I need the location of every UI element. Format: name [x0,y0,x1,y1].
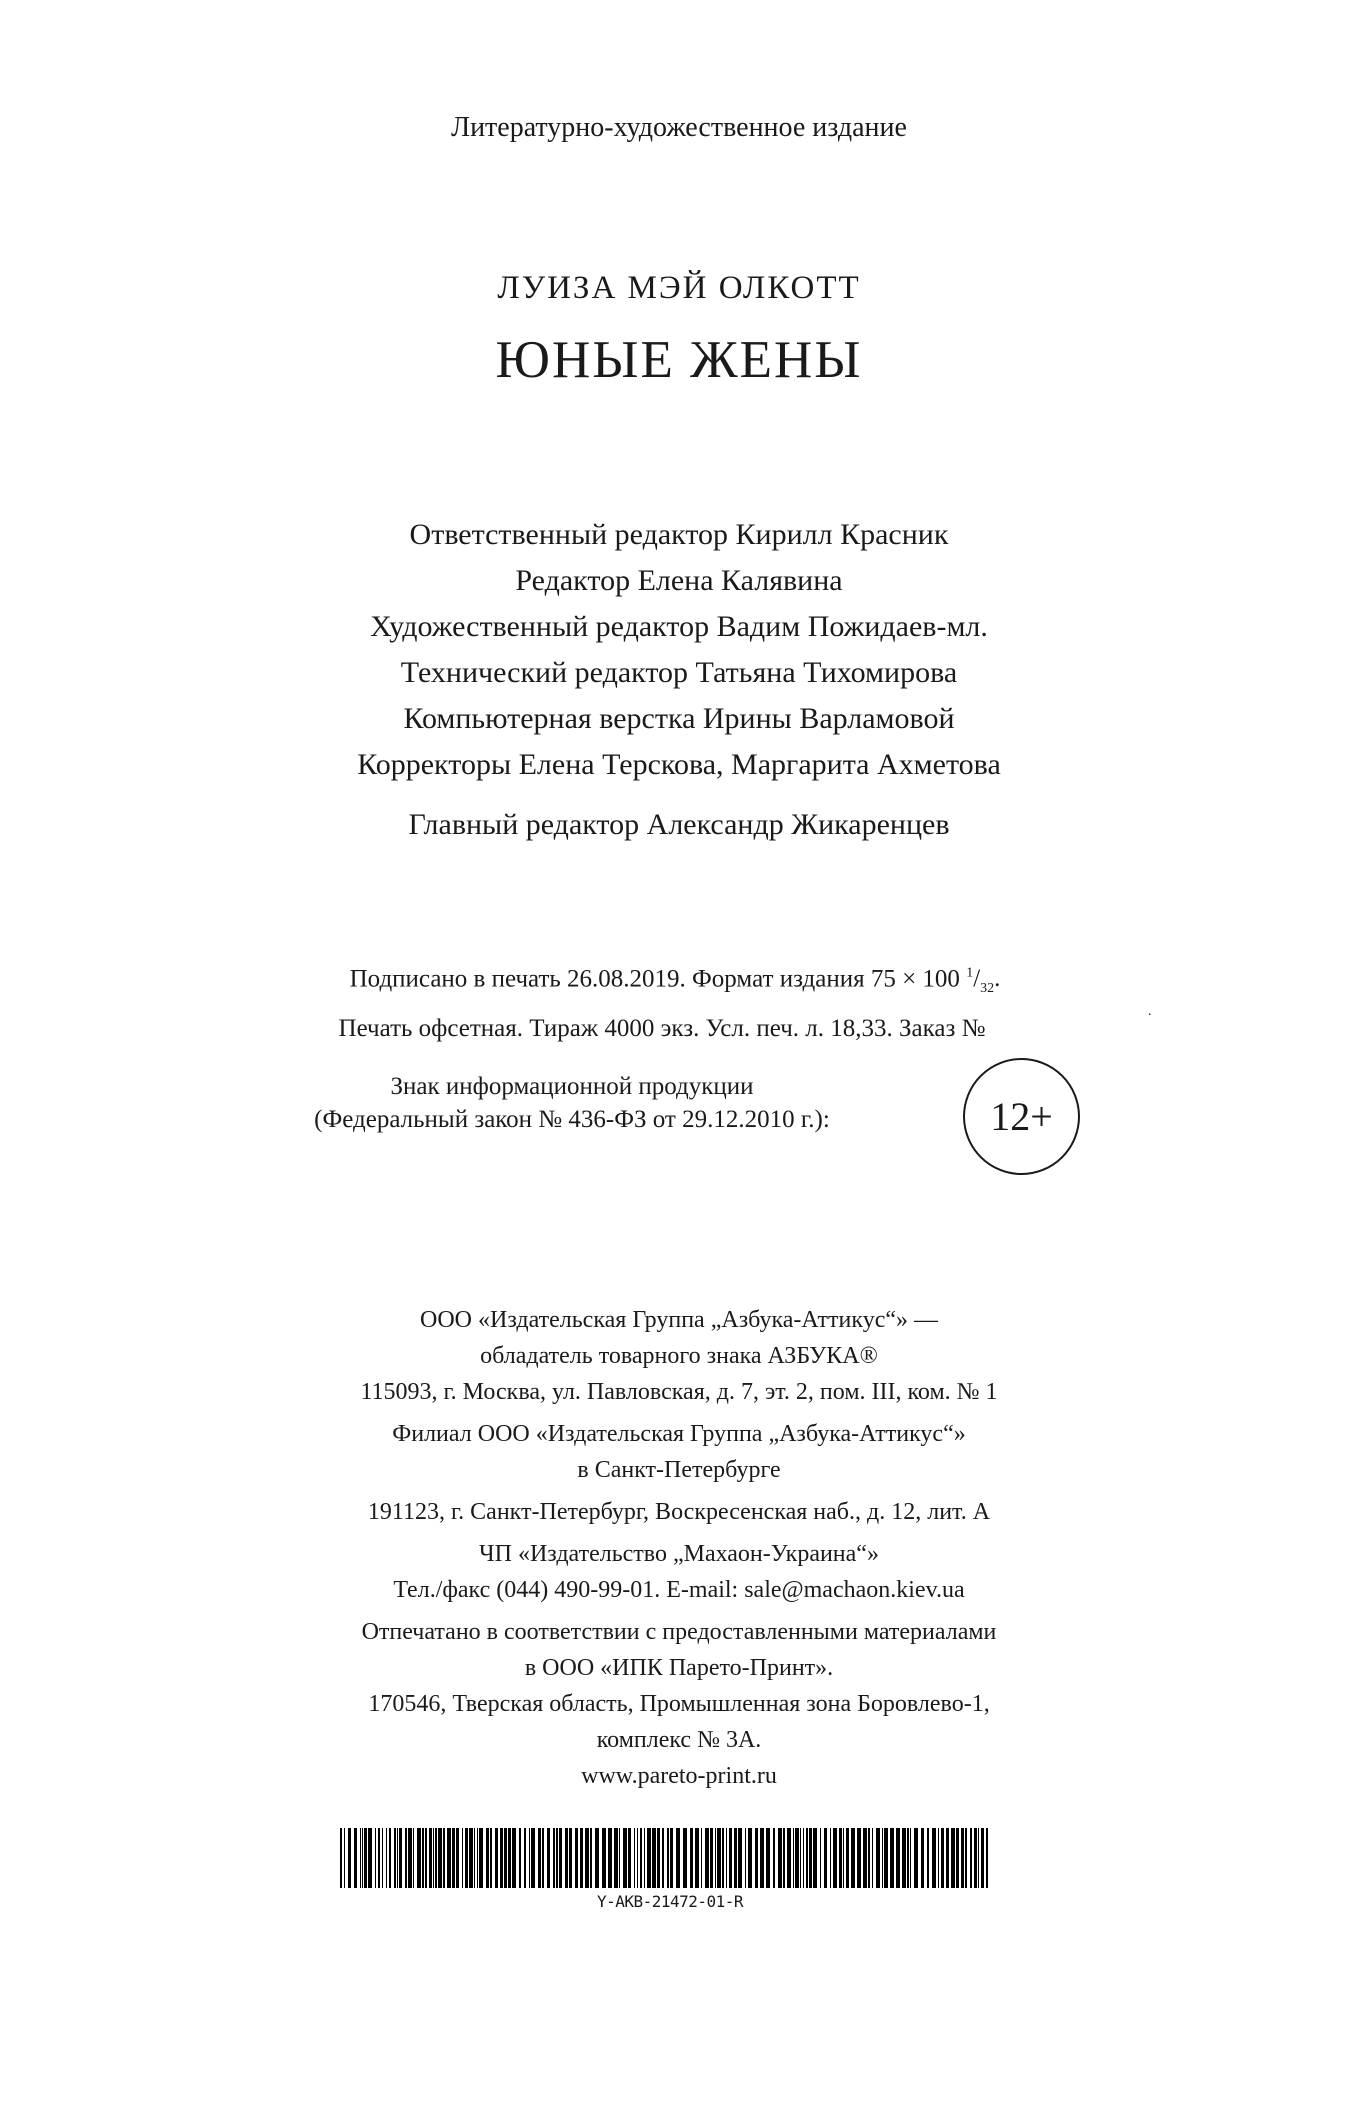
barcode-bar [667,1828,669,1888]
publisher-line: Отпечатано в соответствии с предоставленными материалами [361,1619,997,1645]
barcode-bar [839,1828,842,1888]
barcode-bar [890,1828,894,1888]
barcode-bar [559,1828,562,1888]
barcode-bar [368,1828,372,1888]
info-sign-line-1: Знак информационной продукции [390,1073,754,1100]
credit-line: Редактор Елена Калявина [515,564,843,597]
barcode-bar [644,1828,645,1888]
publisher-line: Филиал ООО «Издательская Группа „Азбука-Аттикус“» [392,1421,966,1447]
barcode-bar [531,1828,535,1888]
barcode-bar [710,1828,713,1888]
credit-line: Компьютерная верстка Ирины Варламовой [403,702,955,735]
barcode-bar [657,1828,660,1888]
barcode-bar [529,1828,530,1888]
title-text: ЮНЫЕ ЖЕНЫ [495,331,863,389]
barcode-bar [389,1828,391,1888]
barcode-bar [843,1828,844,1888]
barcode-bar [833,1828,837,1888]
barcode-bar [902,1828,906,1888]
barcode-bar [637,1828,638,1888]
barcode-bar [882,1828,883,1888]
barcode-bar [429,1828,432,1888]
print-info-line-2: Печать офсетная. Тираж 4000 экз. Усл. печ. л. 18,33. Заказ № [338,1015,986,1043]
barcode-bar [715,1828,716,1888]
barcode-bar [981,1828,984,1888]
barcode-bar [745,1828,746,1888]
barcode-bar [857,1828,861,1888]
publisher-line: Тел./факс (044) 490-99-01. E-mail: sale@machaon.kiev.ua [393,1577,965,1603]
barcode-bar [469,1828,473,1888]
chief-editor-text: Главный редактор Александр Жикаренцев [408,808,950,841]
barcode-bar [640,1828,642,1888]
barcode-bar [813,1828,817,1888]
publisher-line: ЧП «Издательство „Махаон-Украина“» [479,1541,879,1567]
barcode-bar [575,1828,578,1888]
barcode-bar [375,1828,376,1888]
publisher-line: 170546, Тверская область, Промышленная зона Боровлево-1, [368,1691,990,1717]
barcode-bar [910,1828,911,1888]
barcode-bar [590,1828,592,1888]
barcode-bar [793,1828,794,1888]
barcode-bar [662,1828,664,1888]
barcode-bar [462,1828,463,1888]
info-sign-line-2: (Федеральный закон № 436-ФЗ от 29.12.2010 г.): [314,1106,830,1133]
edition-type-text: Литературно-художественное издание [451,112,907,143]
credit-line: Корректоры Елена Терскова, Маргарита Ахметова [357,748,1001,781]
barcode-bar [456,1828,459,1888]
author-name [0,270,1358,307]
barcode-bar [354,1828,357,1888]
barcode-bar [553,1828,555,1888]
barcode-bar [701,1828,702,1888]
barcode-bar [695,1828,699,1888]
barcode-bar [595,1828,599,1888]
print-format-text: Подписано в печать 26.08.2019. Формат издания 75 × 100 [349,965,960,993]
barcode-bar [941,1828,944,1888]
fraction-period: . [994,965,1001,993]
barcode-bar [614,1828,618,1888]
barcode-bar [634,1828,635,1888]
barcode-bar [652,1828,656,1888]
publisher-line: 115093, г. Москва, ул. Павловская, д. 7, эт. 2, пом. III, ком. № 1 [360,1379,998,1405]
barcode-bar [585,1828,589,1888]
barcode-bar [961,1828,964,1888]
credits-block [0,512,1358,788]
barcode-bar [683,1828,687,1888]
barcode-bar [425,1828,427,1888]
barcode-bar [970,1828,972,1888]
barcode-bar [417,1828,421,1888]
barcode-bar [452,1828,455,1888]
barcode-bar [344,1828,345,1888]
barcode-bar [447,1828,451,1888]
barcode-bar [495,1828,498,1888]
barcode-bar [394,1828,396,1888]
barcode-bar [465,1828,468,1888]
barcode-bar [512,1828,516,1888]
barcode-bar [348,1828,351,1888]
publisher-line: в ООО «ИПК Парето-Принт». [524,1655,834,1681]
info-sign-text [272,1070,872,1136]
barcode-bar [647,1828,651,1888]
barcode-bar [362,1828,363,1888]
barcode-bar [872,1828,873,1888]
barcode-bar [399,1828,402,1888]
barcode-bar [830,1828,831,1888]
barcode-bars [340,1828,1000,1888]
barcode-bar [787,1828,791,1888]
barcode-bar [547,1828,550,1888]
barcode-bar [927,1828,929,1888]
barcode-bar [619,1828,620,1888]
barcode-bar [766,1828,770,1888]
barcode-bar [477,1828,478,1888]
barcode-bar [755,1828,758,1888]
barcode-bar [386,1828,387,1888]
barcode-bar [884,1828,888,1888]
barcode-bar [748,1828,752,1888]
barcode-bar [670,1828,673,1888]
barcode-bar [809,1828,812,1888]
barcode-bar [783,1828,785,1888]
barcode [340,1828,1000,1911]
barcode-bar [519,1828,521,1888]
barcode-bar [717,1828,721,1888]
barcode-bar [500,1828,503,1888]
barcode-bar [946,1828,949,1888]
barcode-bar [504,1828,507,1888]
barcode-bar [851,1828,855,1888]
publisher-line: ООО «Издательская Группа „Азбука-Аттикус“» — [420,1307,938,1333]
barcode-bar [382,1828,383,1888]
barcode-bar [360,1828,361,1888]
barcode-bar [438,1828,442,1888]
credit-line: Технический редактор Татьяна Тихомирова [400,656,958,689]
barcode-bar [868,1828,870,1888]
barcode-bar [628,1828,631,1888]
barcode-bar [378,1828,380,1888]
barcode-bar [956,1828,959,1888]
barcode-bar [896,1828,900,1888]
barcode-bar [778,1828,782,1888]
barcode-bar [806,1828,808,1888]
barcode-bar [690,1828,693,1888]
barcode-bar [569,1828,572,1888]
barcode-bar [914,1828,918,1888]
barcode-bar [800,1828,801,1888]
barcode-bar [951,1828,955,1888]
barcode-bar [524,1828,526,1888]
age-rating-text: 12+ [990,1094,1053,1139]
barcode-bar [726,1828,727,1888]
barcode-bar [974,1828,977,1888]
fraction-denominator: 32 [980,981,995,997]
barcode-bar [820,1828,821,1888]
publisher-line: www.pareto-print.ru [581,1763,777,1789]
barcode-bar [422,1828,424,1888]
barcode-bar [435,1828,437,1888]
barcode-bar [479,1828,483,1888]
barcode-bar [405,1828,407,1888]
barcode-bar [623,1828,627,1888]
barcode-bar [907,1828,909,1888]
barcode-bar [978,1828,979,1888]
format-fraction: $^1/_{32}$. [966,965,1001,997]
stray-dot: . [1148,1004,1152,1019]
barcode-bar [722,1828,724,1888]
barcode-bar [795,1828,799,1888]
barcode-bar [846,1828,849,1888]
barcode-bar [705,1828,709,1888]
barcode-bar [508,1828,511,1888]
publisher-block [0,1302,1358,1794]
barcode-bar [433,1828,434,1888]
barcode-bar [608,1828,612,1888]
publisher-line: в Санкт-Петербурге [577,1457,781,1483]
publisher-line: обладатель товарного знака АЗБУКА® [480,1343,878,1369]
barcode-bar [760,1828,764,1888]
author-text: ЛУИЗА МЭЙ ОЛКОТТ [497,270,861,306]
credit-line: Художественный редактор Вадим Пожидаев-мл. [370,610,988,643]
barcode-bar [734,1828,737,1888]
barcode-bar [803,1828,804,1888]
barcode-bar [580,1828,583,1888]
barcode-bar [602,1828,606,1888]
barcode-bar [863,1828,867,1888]
barcode-bar [556,1828,558,1888]
publisher-line: комплекс № 3А. [596,1727,762,1753]
barcode-bar [542,1828,544,1888]
book-title [0,330,1358,390]
barcode-bar [965,1828,967,1888]
barcode-bar [408,1828,412,1888]
barcode-bar [364,1828,367,1888]
barcode-bar [876,1828,880,1888]
barcode-bar [397,1828,398,1888]
barcode-code: Y-AKB-21472-01-R [596,1892,744,1911]
barcode-bar [773,1828,775,1888]
print-info [0,954,1358,1049]
barcode-bar [738,1828,742,1888]
barcode-bar [676,1828,680,1888]
publisher-line: 191123, г. Санкт-Петербург, Воскресенская наб., д. 12, лит. А [367,1499,991,1525]
edition-type [0,112,1358,144]
barcode-bar [443,1828,445,1888]
barcode-bar [932,1828,936,1888]
age-rating-badge [963,1058,1080,1175]
barcode-bar [490,1828,492,1888]
barcode-bar [986,1828,988,1888]
barcode-bar [565,1828,568,1888]
barcode-bar [486,1828,489,1888]
barcode-bar [474,1828,475,1888]
barcode-bar [413,1828,414,1888]
barcode-bar [538,1828,541,1888]
chief-editor [0,808,1358,842]
barcode-bar [729,1828,732,1888]
barcode-bar [824,1828,827,1888]
credit-line: Ответственный редактор Кирилл Красник [409,518,949,551]
barcode-bar [921,1828,924,1888]
barcode-bar [340,1828,342,1888]
barcode-bar [938,1828,939,1888]
fraction-numerator: 1 [966,966,974,981]
